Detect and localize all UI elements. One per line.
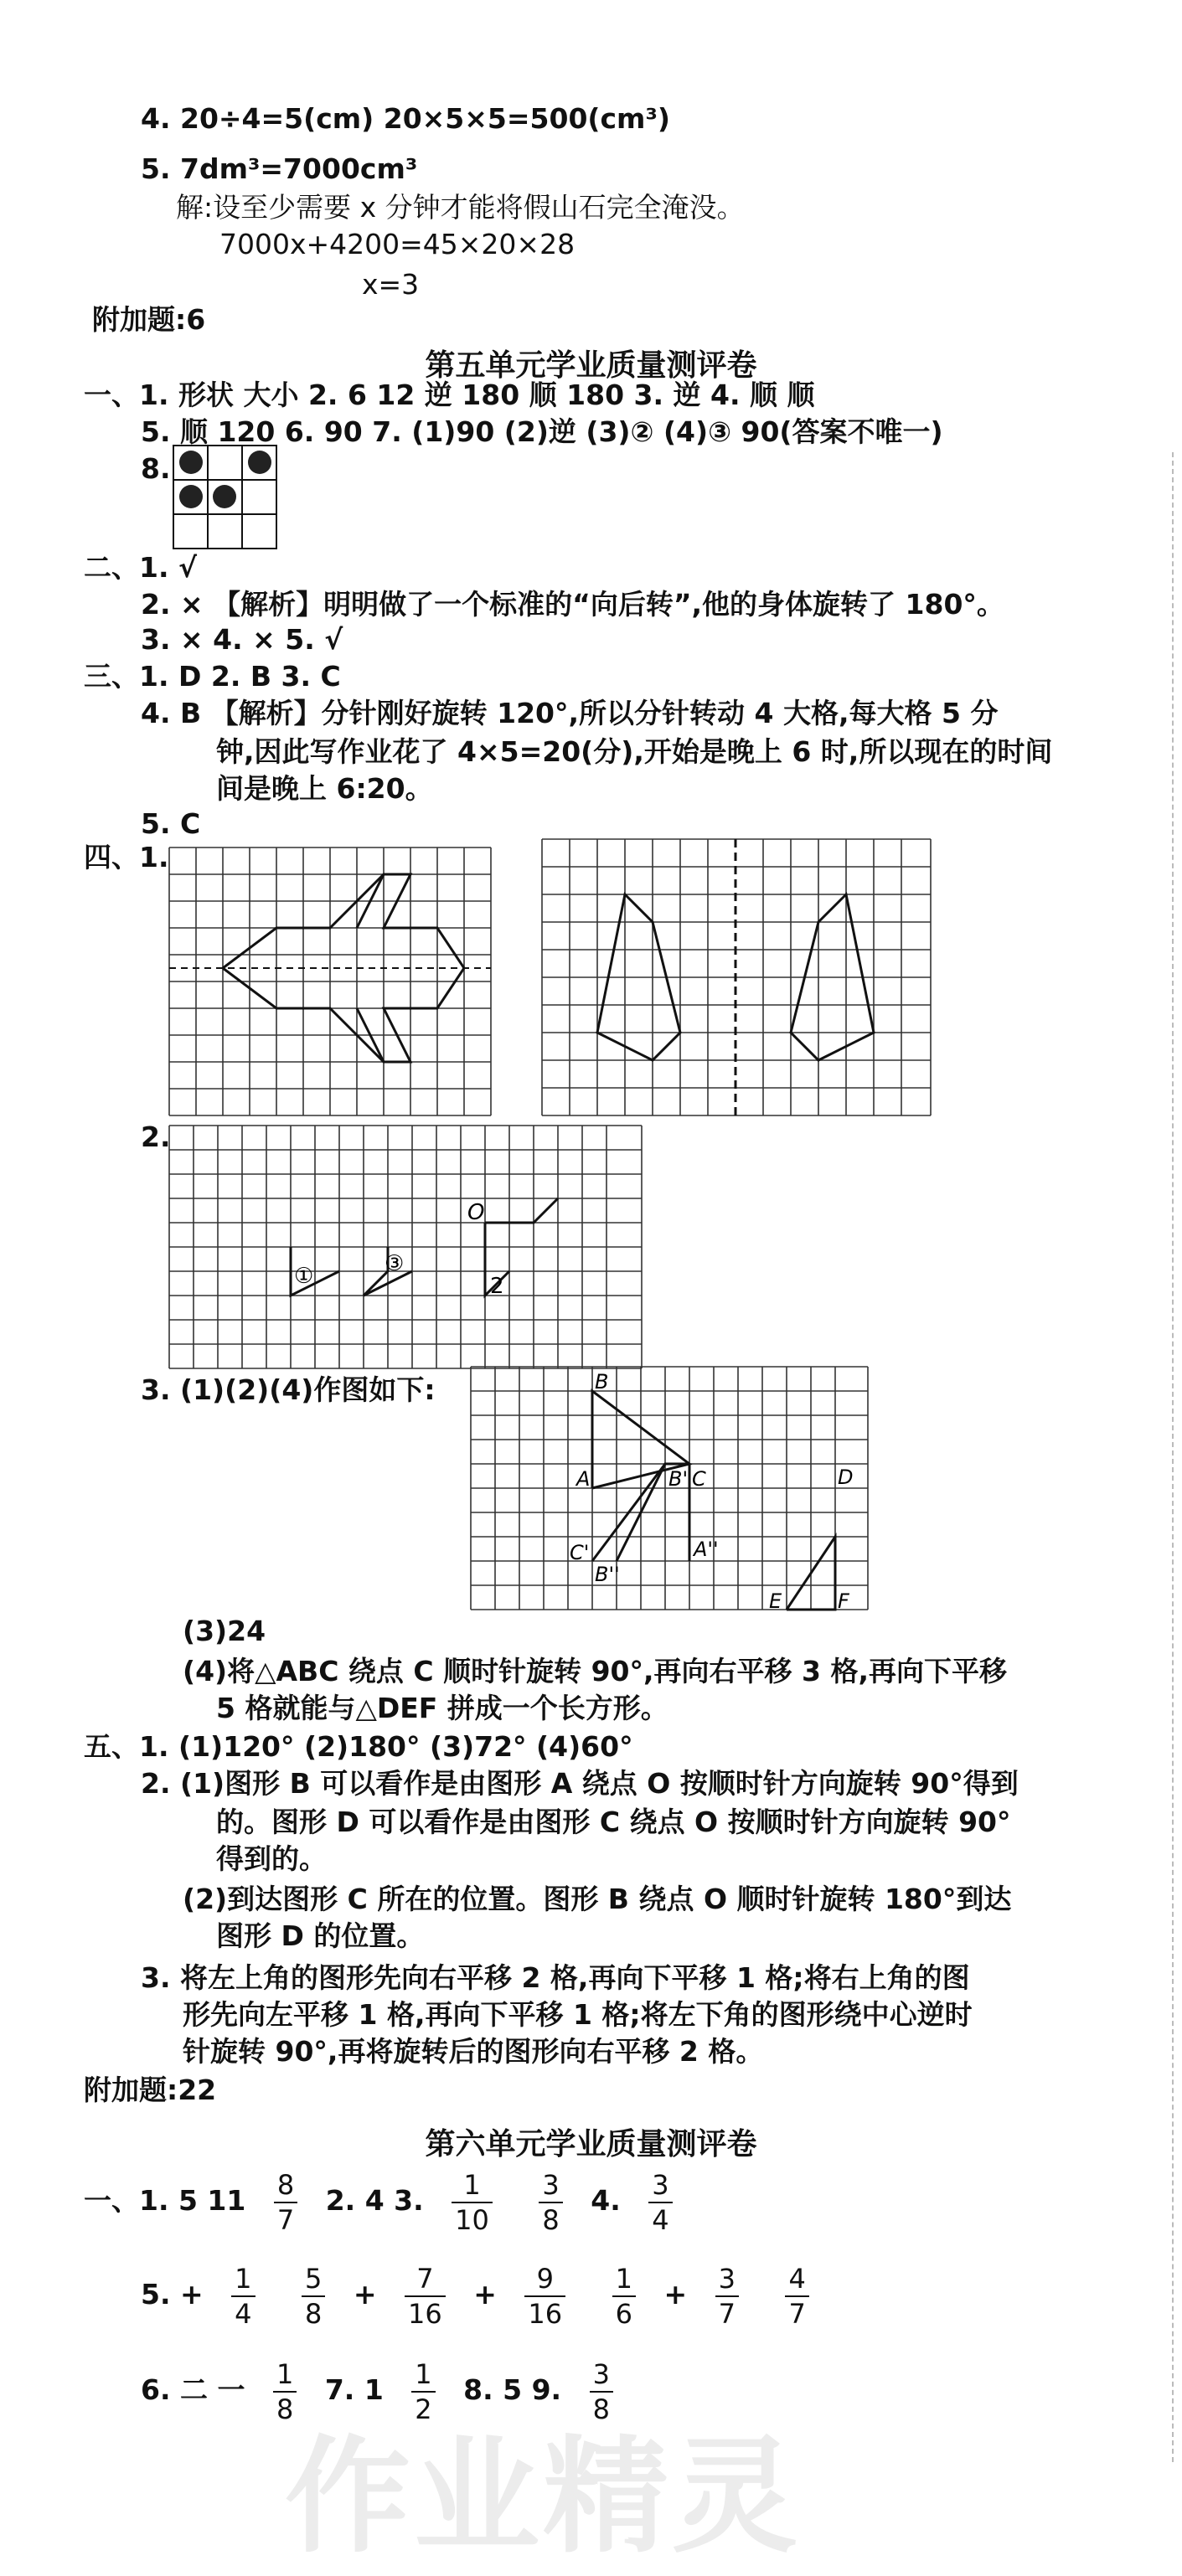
answer-line: (3)24 bbox=[183, 1615, 266, 1647]
reflection-grid-arrow bbox=[168, 846, 494, 1122]
fraction bbox=[524, 2262, 565, 2331]
fraction-numerator: 3 bbox=[590, 2357, 613, 2393]
answer-line: 4. B 【解析】分针刚好旋转 120°,所以分针转动 4 大格,每大格 5 分 bbox=[141, 697, 999, 729]
translation-grid bbox=[469, 1365, 871, 1616]
answer-line: 5. 7dm³=7000cm³ bbox=[141, 152, 418, 185]
answer-line: 2. × 【解析】明明做了一个标准的“向后转”,他的身体旋转了 180°。 bbox=[141, 588, 1004, 621]
answer-text: 一、1. 5 11 bbox=[84, 2184, 246, 2217]
answer-text: 4. bbox=[591, 2184, 621, 2217]
section-title: 第五单元学业质量测评卷 bbox=[425, 348, 757, 383]
fraction-denominator: 4 bbox=[235, 2297, 252, 2330]
watermark: 作业精灵 bbox=[285, 2424, 802, 2570]
fraction-numerator: 4 bbox=[785, 2262, 808, 2297]
fraction-numerator: 9 bbox=[524, 2262, 565, 2297]
fraction-numerator: 3 bbox=[648, 2168, 672, 2203]
fraction bbox=[302, 2262, 325, 2331]
answer-line: 的。图形 D 可以看作是由图形 C 绕点 O 按顺时针方向旋转 90° bbox=[216, 1806, 1011, 1838]
fraction-denominator: 10 bbox=[455, 2203, 489, 2236]
answer-line: 3. 将左上角的图形先向右平移 2 格,再向下平移 1 格;将右上角的图 bbox=[141, 1961, 970, 1994]
answer-line: 7000x+4200=45×20×28 bbox=[219, 228, 576, 260]
fraction-numerator: 7 bbox=[405, 2262, 446, 2297]
answer-line: (4)将△ABC 绕点 C 顺时针旋转 90°,再向右平移 3 格,再向下平移 bbox=[183, 1655, 1008, 1687]
fraction bbox=[274, 2168, 297, 2237]
fraction bbox=[612, 2262, 636, 2331]
grid-label-2: 2 bbox=[490, 1274, 504, 1299]
answer-text: + bbox=[473, 2278, 497, 2311]
section-title: 第六单元学业质量测评卷 bbox=[425, 2127, 757, 2161]
fraction-denominator: 8 bbox=[542, 2203, 560, 2236]
answer-line: 5. 顺 120 6. 90 7. (1)90 (2)逆 (3)② (4)③ 90(答案不唯一) bbox=[141, 415, 943, 448]
rotation-grid bbox=[168, 1124, 645, 1375]
fraction bbox=[715, 2262, 739, 2331]
fraction-denominator: 7 bbox=[788, 2297, 806, 2330]
grid-label-d: D bbox=[838, 1466, 854, 1489]
answer-line: 三、1. D 2. B 3. C bbox=[84, 660, 341, 693]
bonus-answer: 附加题:6 bbox=[92, 303, 206, 336]
answer-text: + bbox=[663, 2278, 688, 2311]
answer-line: 针旋转 90°,再将旋转后的图形向右平移 2 格。 bbox=[183, 2035, 764, 2068]
answer-line: x=3 bbox=[362, 268, 420, 301]
grid-label-a: A bbox=[576, 1467, 591, 1491]
fraction-denominator: 7 bbox=[276, 2203, 295, 2236]
grid-label-f: F bbox=[838, 1589, 849, 1613]
fraction bbox=[539, 2168, 562, 2237]
fraction-denominator: 8 bbox=[276, 2393, 294, 2425]
fraction bbox=[231, 2262, 255, 2331]
answer-line: 形先向左平移 1 格,再向下平移 1 格;将左下角的图形绕中心逆时 bbox=[183, 1998, 973, 2031]
answer-line: 间是晚上 6:20。 bbox=[216, 772, 433, 805]
answer-line: 4. 20÷4=5(cm) 20×5×5=500(cm³) bbox=[141, 102, 670, 135]
answer-line: 5. C bbox=[141, 807, 201, 840]
fraction-numerator: 1 bbox=[452, 2168, 493, 2203]
grid-label-3: ③ bbox=[385, 1251, 405, 1276]
fraction bbox=[785, 2262, 808, 2331]
grid-label-e: E bbox=[769, 1589, 782, 1613]
answer-line: 2. bbox=[141, 1121, 171, 1153]
fraction-denominator: 7 bbox=[718, 2297, 736, 2330]
grid-label-app: A'' bbox=[694, 1538, 719, 1561]
answer-line: 五、1. (1)120° (2)180° (3)72° (4)60° bbox=[84, 1730, 633, 1763]
fraction-denominator: 6 bbox=[615, 2297, 632, 2330]
grid-label-b: B bbox=[595, 1370, 609, 1394]
grid-label-bp: B' bbox=[668, 1467, 689, 1491]
answer-line: 图形 D 的位置。 bbox=[216, 1919, 425, 1952]
grid-label-bpp: B'' bbox=[595, 1563, 620, 1586]
fraction-denominator: 8 bbox=[592, 2393, 610, 2425]
answer-line: (2)到达图形 C 所在的位置。图形 B 绕点 O 顺时针旋转 180°到达 bbox=[183, 1883, 1012, 1915]
answer-line-fractions-1 bbox=[84, 2167, 691, 2237]
answer-text: + bbox=[353, 2278, 377, 2311]
answer-line: 5 格就能与△DEF 拼成一个长方形。 bbox=[216, 1692, 668, 1724]
fraction-numerator: 1 bbox=[411, 2357, 435, 2393]
answer-line: 钟,因此写作业花了 4×5=20(分),开始是晚上 6 时,所以现在的时间 bbox=[216, 735, 1053, 768]
answer-line-fractions-2 bbox=[141, 2261, 828, 2331]
fraction-denominator: 8 bbox=[305, 2297, 323, 2330]
answer-line: 四、1. bbox=[84, 841, 169, 873]
fraction-numerator: 1 bbox=[231, 2262, 255, 2297]
grid-label-cp: C' bbox=[570, 1541, 590, 1564]
fraction-numerator: 8 bbox=[274, 2168, 297, 2203]
answer-text: 7. 1 bbox=[324, 2373, 384, 2406]
fraction-denominator: 2 bbox=[415, 2393, 432, 2425]
answer-line: 一、1. 形状 大小 2. 6 12 逆 180 顺 180 3. 逆 4. 顺 顺 bbox=[84, 379, 815, 411]
answer-line: 解:设至少需要 x 分钟才能将假山石完全淹没。 bbox=[176, 191, 745, 224]
answer-line: 3. × 4. × 5. √ bbox=[141, 623, 343, 656]
answer-line: 3. (1)(2)(4)作图如下: bbox=[141, 1373, 436, 1406]
fraction-denominator: 16 bbox=[528, 2297, 563, 2330]
grid-label-o: O bbox=[467, 1200, 485, 1225]
answer-line: 8. bbox=[141, 452, 171, 485]
answer-line: 二、1. √ bbox=[84, 551, 197, 584]
answer-line: 得到的。 bbox=[216, 1842, 327, 1875]
answer-text: 2. 4 3. bbox=[325, 2184, 424, 2217]
answer-text: 6. 二 一 bbox=[141, 2373, 245, 2406]
dot-grid-3x3 bbox=[172, 444, 281, 553]
reflection-grid-kites bbox=[540, 837, 934, 1122]
fraction-numerator: 1 bbox=[273, 2357, 297, 2393]
fraction bbox=[648, 2168, 672, 2237]
fraction bbox=[452, 2168, 493, 2237]
fraction-numerator: 3 bbox=[715, 2262, 739, 2297]
grid-label-1: ① bbox=[294, 1264, 314, 1289]
fraction-numerator: 3 bbox=[539, 2168, 562, 2203]
answer-line: 2. (1)图形 B 可以看作是由图形 A 绕点 O 按顺时针方向旋转 90°得到 bbox=[141, 1767, 1019, 1800]
answer-text: 5. + bbox=[141, 2278, 204, 2311]
grid-label-c: C bbox=[692, 1467, 706, 1491]
fraction bbox=[405, 2262, 446, 2331]
fraction-denominator: 16 bbox=[408, 2297, 442, 2330]
fraction-numerator: 5 bbox=[302, 2262, 325, 2297]
fraction-numerator: 1 bbox=[612, 2262, 636, 2297]
answer-text: 8. 5 9. bbox=[463, 2373, 562, 2406]
bonus-answer: 附加题:22 bbox=[84, 2074, 217, 2106]
fraction-denominator: 4 bbox=[652, 2203, 669, 2236]
